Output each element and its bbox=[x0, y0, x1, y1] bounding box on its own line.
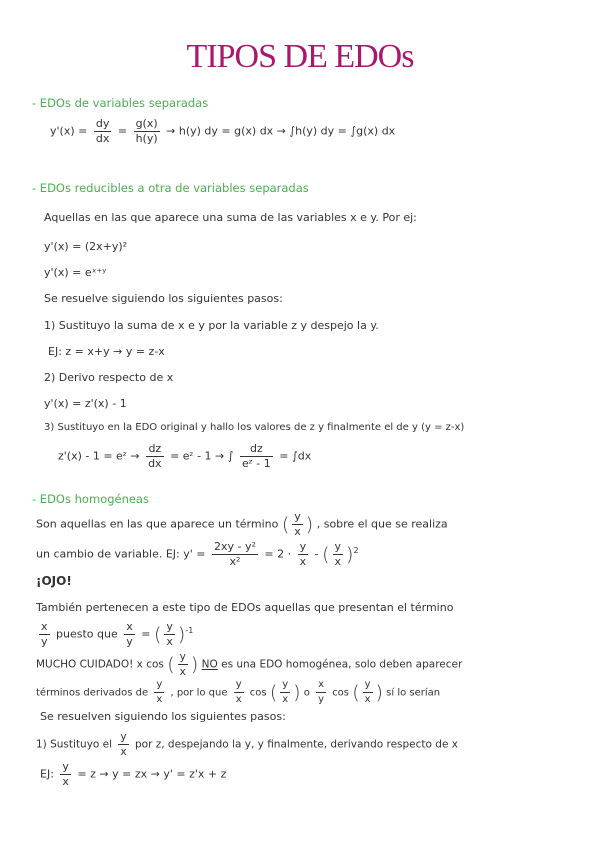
separable-formula bbox=[50, 117, 395, 146]
fraction bbox=[280, 678, 290, 707]
fraction bbox=[124, 620, 135, 649]
homogeneous-line-2: un cambio de variable. EJ: y' = $\frac{\text{2xy - y²}}{\text{x²}}$ = 2 · $\frac{y}{x}$ - ( $\frac{y}{x}$ )$^2$ bbox=[36, 540, 359, 568]
text: MUCHO CUIDADO! x cos bbox=[36, 658, 164, 671]
ojo-warning: ¡OJO! bbox=[36, 574, 72, 588]
section-heading-separable: - EDOs de variables separadas bbox=[32, 96, 209, 110]
reducible-final-formula bbox=[58, 442, 311, 471]
frac-num: y bbox=[179, 651, 186, 663]
section-heading-reducible: - EDOs reducibles a otra de variables separadas bbox=[32, 181, 309, 195]
fraction bbox=[240, 442, 273, 471]
frac-den: y bbox=[318, 694, 324, 705]
fraction bbox=[212, 540, 258, 569]
reducible-resolve: Se resuelve siguiendo los siguientes pasos: bbox=[44, 292, 283, 305]
reducible-intro: Aquellas en las que aparece una suma de las variables x e y. Por ej: bbox=[44, 211, 417, 224]
text: términos derivados de bbox=[36, 687, 149, 699]
formula-mid: = eᶻ - 1 → ∫ bbox=[170, 449, 234, 463]
fraction bbox=[164, 620, 175, 649]
section-heading-homogeneous: - EDOs homogéneas bbox=[32, 492, 149, 506]
frac-num: g(x) bbox=[135, 117, 158, 130]
frac-den: x bbox=[282, 694, 289, 705]
frac-den: y bbox=[41, 635, 48, 648]
frac-num: 2xy - y² bbox=[213, 540, 256, 553]
homogeneous-line-9 bbox=[40, 760, 226, 789]
frac-den: x bbox=[156, 694, 163, 705]
frac-den: x bbox=[334, 555, 342, 568]
frac-num: y bbox=[299, 540, 307, 553]
frac-num: y bbox=[280, 678, 290, 693]
fraction bbox=[94, 117, 112, 146]
text: Son aquellas en las que aparece un término bbox=[36, 517, 279, 531]
text: = bbox=[141, 627, 151, 641]
fraction bbox=[39, 620, 50, 649]
frac-num: x bbox=[316, 678, 326, 693]
text: cos bbox=[332, 687, 350, 699]
text: , por lo que bbox=[170, 687, 228, 699]
text: sí lo serían bbox=[386, 687, 441, 699]
reducible-example-2: y'(x) = eˣ⁺ʸ bbox=[44, 266, 107, 279]
frac-num: y bbox=[363, 678, 373, 693]
text: cos bbox=[249, 687, 267, 699]
frac-num: dz bbox=[146, 442, 164, 457]
reducible-step-2: 2) Derivo respecto de x bbox=[44, 371, 174, 384]
fraction bbox=[298, 540, 309, 569]
fraction bbox=[234, 678, 244, 707]
homogeneous-line-7: Se resuelven siguiendo los siguientes pasos: bbox=[40, 710, 286, 723]
frac-num: dz bbox=[240, 442, 273, 457]
fraction bbox=[333, 540, 344, 569]
fraction bbox=[316, 678, 326, 707]
frac-den: h(y) bbox=[135, 132, 158, 145]
formula-lhs: z'(x) - 1 = eᶻ → bbox=[58, 449, 140, 463]
homogeneous-line-3: También pertenecen a este tipo de EDOs aquellas que presentan el término bbox=[36, 601, 454, 614]
frac-den: x bbox=[62, 775, 69, 788]
text: es una EDO homogénea, solo deben aparecer bbox=[221, 658, 463, 671]
homogeneous-line-6: términos derivados de $\frac{y}{x}$ , por lo que $\frac{y}{x}$ cos ( $\frac{y}{x}$ ) o $\frac{x}{y}$ cos ( $\frac{y}{x}$ ) sí lo serían bbox=[36, 679, 441, 705]
fraction bbox=[292, 510, 303, 539]
fraction bbox=[154, 678, 164, 707]
homogeneous-line-5: MUCHO CUIDADO! x cos ( $\frac{y}{x}$ ) NO es una EDO homogénea, solo deben aparecer bbox=[36, 651, 463, 678]
frac-num: y bbox=[62, 760, 69, 773]
frac-num: y bbox=[334, 540, 342, 553]
fraction bbox=[178, 650, 188, 679]
frac-den: dx bbox=[148, 457, 162, 470]
reducible-step-3: 3) Sustituyo en la EDO original y hallo los valores de z y finalmente el de y (y = z-x) bbox=[44, 422, 465, 433]
text: por z, despejando la y, y finalmente, derivando respecto de x bbox=[134, 738, 458, 751]
frac-num: dy bbox=[95, 117, 110, 130]
text: = z → y = zx → y' = z'x + z bbox=[77, 767, 227, 781]
frac-num: x bbox=[126, 620, 133, 633]
homogeneous-line-4: $\frac{x}{y}$ puesto que $\frac{x}{y}$ = ( $\frac{y}{x}$ )$^{-1}$ bbox=[41, 620, 194, 648]
frac-den: x bbox=[235, 694, 242, 705]
fraction bbox=[134, 117, 160, 146]
frac-den: eᶻ - 1 bbox=[242, 457, 271, 470]
frac-num: y bbox=[166, 620, 173, 633]
frac-den: x bbox=[179, 666, 186, 678]
no-emphasis: NO bbox=[201, 658, 218, 671]
frac-den: x bbox=[120, 746, 127, 758]
reducible-derivative: y'(x) = z'(x) - 1 bbox=[44, 397, 127, 410]
frac-den: x bbox=[299, 555, 307, 568]
fraction bbox=[118, 730, 128, 759]
reducible-example-1: y'(x) = (2x+y)² bbox=[44, 240, 128, 253]
frac-num: y bbox=[294, 510, 301, 523]
text: un cambio de variable. EJ: y' = bbox=[36, 547, 206, 561]
frac-den: x bbox=[364, 694, 371, 705]
fraction bbox=[146, 442, 164, 471]
text: EJ: bbox=[40, 767, 54, 781]
frac-num: y bbox=[154, 678, 164, 693]
frac-num: x bbox=[41, 620, 48, 633]
frac-num: y bbox=[120, 731, 127, 743]
text: , sobre el que se realiza bbox=[316, 517, 448, 531]
frac-den: x bbox=[294, 525, 301, 538]
fraction bbox=[363, 678, 373, 707]
formula-eq: = bbox=[117, 124, 128, 138]
text: = 2 · bbox=[264, 547, 292, 561]
fraction bbox=[60, 760, 71, 789]
frac-den: y bbox=[126, 635, 133, 648]
homogeneous-line-8 bbox=[36, 730, 458, 759]
page-title: TIPOS DE EDOs bbox=[186, 38, 414, 75]
frac-den: x² bbox=[229, 555, 241, 568]
text: - bbox=[314, 547, 319, 561]
formula-rest: → h(y) dy = g(x) dx → ∫h(y) dy = ∫g(x) dx bbox=[166, 124, 396, 138]
text: 1) Sustituyo el bbox=[36, 738, 113, 751]
homogeneous-line-1: Son aquellas en las que aparece un término ( $\frac{y}{x}$ ) , sobre el que se realiza bbox=[36, 510, 448, 538]
reducible-step-1: 1) Sustituyo la suma de x e y por la variable z y despejo la y. bbox=[44, 319, 379, 332]
formula-lhs: y'(x) = bbox=[50, 124, 88, 138]
frac-den: x bbox=[166, 635, 173, 648]
reducible-example-substitution: EJ: z = x+y → y = z-x bbox=[48, 345, 165, 358]
text: o bbox=[303, 687, 310, 699]
formula-rest: = ∫dx bbox=[279, 449, 312, 463]
frac-den: dx bbox=[95, 132, 110, 145]
text: puesto que bbox=[56, 627, 118, 641]
frac-num: y bbox=[234, 678, 244, 693]
